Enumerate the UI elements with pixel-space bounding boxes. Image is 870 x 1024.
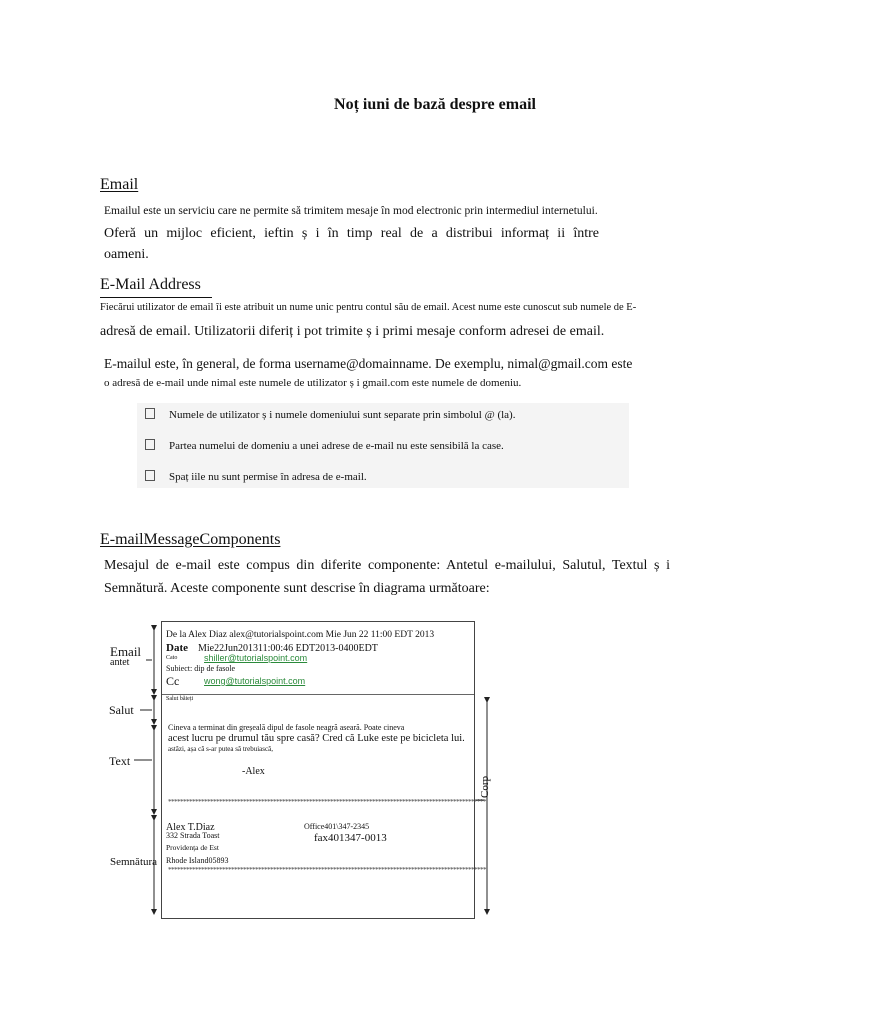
text-label: Text xyxy=(109,754,131,768)
signature-state: Rhode Island05893 xyxy=(166,856,229,865)
salut-label: Salut xyxy=(109,703,134,717)
semnatura-label: Semnătura xyxy=(110,856,158,868)
header-cato-label: Cato xyxy=(166,655,178,661)
list-item: Spaț iile nu sunt permise în adresa de e-mail. xyxy=(145,470,367,483)
address-paragraph-line-2: adresă de email. Utilizatorii diferiț i pot trimite ș i primi mesaje conform adresei de email. xyxy=(100,324,605,339)
corp-label: Corp xyxy=(479,776,491,798)
signature-name: Alex T.Diaz xyxy=(166,822,215,833)
header-cato-value: shiller@tutorialspoint.com xyxy=(204,653,308,663)
header-from: De la Alex Diaz alex@tutorialspoint.com Mie Jun 22 11:00 EDT 2013 xyxy=(166,630,435,640)
body-line-2: acest lucru pe drumul tău spre casă? Cred că Luke este pe bicicleta lui. xyxy=(168,733,465,744)
email-paragraph-line-2: Oferă un mijloc eficient, ieftin ș i în timp real de a distribui informaț ii între xyxy=(104,226,599,241)
greeting: Salut băieți xyxy=(166,696,194,702)
antet-label: antet xyxy=(110,657,130,668)
header-cc-label: Cc xyxy=(166,674,180,688)
header-cc-value: wong@tutorialspoint.com xyxy=(204,676,306,686)
email-paragraph-line-1: Emailul este un serviciu care ne permite să trimitem mesaje în mod electronic prin intermediul internetului. xyxy=(104,205,598,217)
email-paragraph-line-3: oameni. xyxy=(104,247,149,262)
address-paragraph-line-1: Fiecărui utilizator de email îi este atribuit un nume unic pentru contul său de email. Acest nume este cunoscut sub numele de E- xyxy=(100,302,637,313)
signature-fax: fax401347-0013 xyxy=(314,832,387,844)
stars-divider-bottom: ********************************************************************************************************** xyxy=(168,866,486,874)
body-line-1: Cineva a terminat din greșeală dipul de fasole neagră aseară. Poate cineva xyxy=(168,723,405,732)
header-date-value: Mie22Jun201311:00:46 EDT2013-0400EDT xyxy=(198,643,378,654)
components-paragraph-line-1: Mesajul de e-mail este compus din diferite componente: Antetul e-mailului, Salutul, Textul ș i xyxy=(104,558,670,573)
stars-divider-top: ********************************************************************************************************** xyxy=(168,798,486,806)
address-paragraph-line-3: E-mailul este, în general, de forma username@domainname. De exemplu, nimal@gmail.com este xyxy=(104,356,633,371)
list-item: Numele de utilizator ș i numele domeniului sunt separate prin simbolul @ (la). xyxy=(145,408,515,421)
body-sign-off: -Alex xyxy=(242,766,265,777)
email-heading: Email xyxy=(100,176,139,193)
header-date-label: Date xyxy=(166,642,188,654)
components-heading: E-mailMessageComponents xyxy=(100,531,281,548)
components-paragraph-line-2: Semnătură. Aceste componente sunt descrise în diagrama următoare: xyxy=(104,581,490,596)
address-heading: E-Mail Address xyxy=(100,276,201,293)
header-subject: Subiect: dip de fasole xyxy=(166,664,236,673)
signature-office: Office401\347-2345 xyxy=(304,822,370,831)
page-title: Noț iuni de bază despre email xyxy=(334,96,536,113)
signature-city: Providența de Est xyxy=(166,843,219,852)
address-paragraph-line-4: o adresă de e-mail unde nimal este numele de utilizator ș i gmail.com este numele de domeniu. xyxy=(104,377,522,389)
signature-street: 332 Strada Toast xyxy=(166,831,220,840)
header-separator xyxy=(162,694,474,695)
body-line-3: astăzi, așa că s-ar putea să trebuiască, xyxy=(168,745,273,753)
email-label: Email xyxy=(110,644,142,659)
list-item: Partea numelui de domeniu a unei adrese de e-mail nu este sensibilă la case. xyxy=(145,439,504,452)
